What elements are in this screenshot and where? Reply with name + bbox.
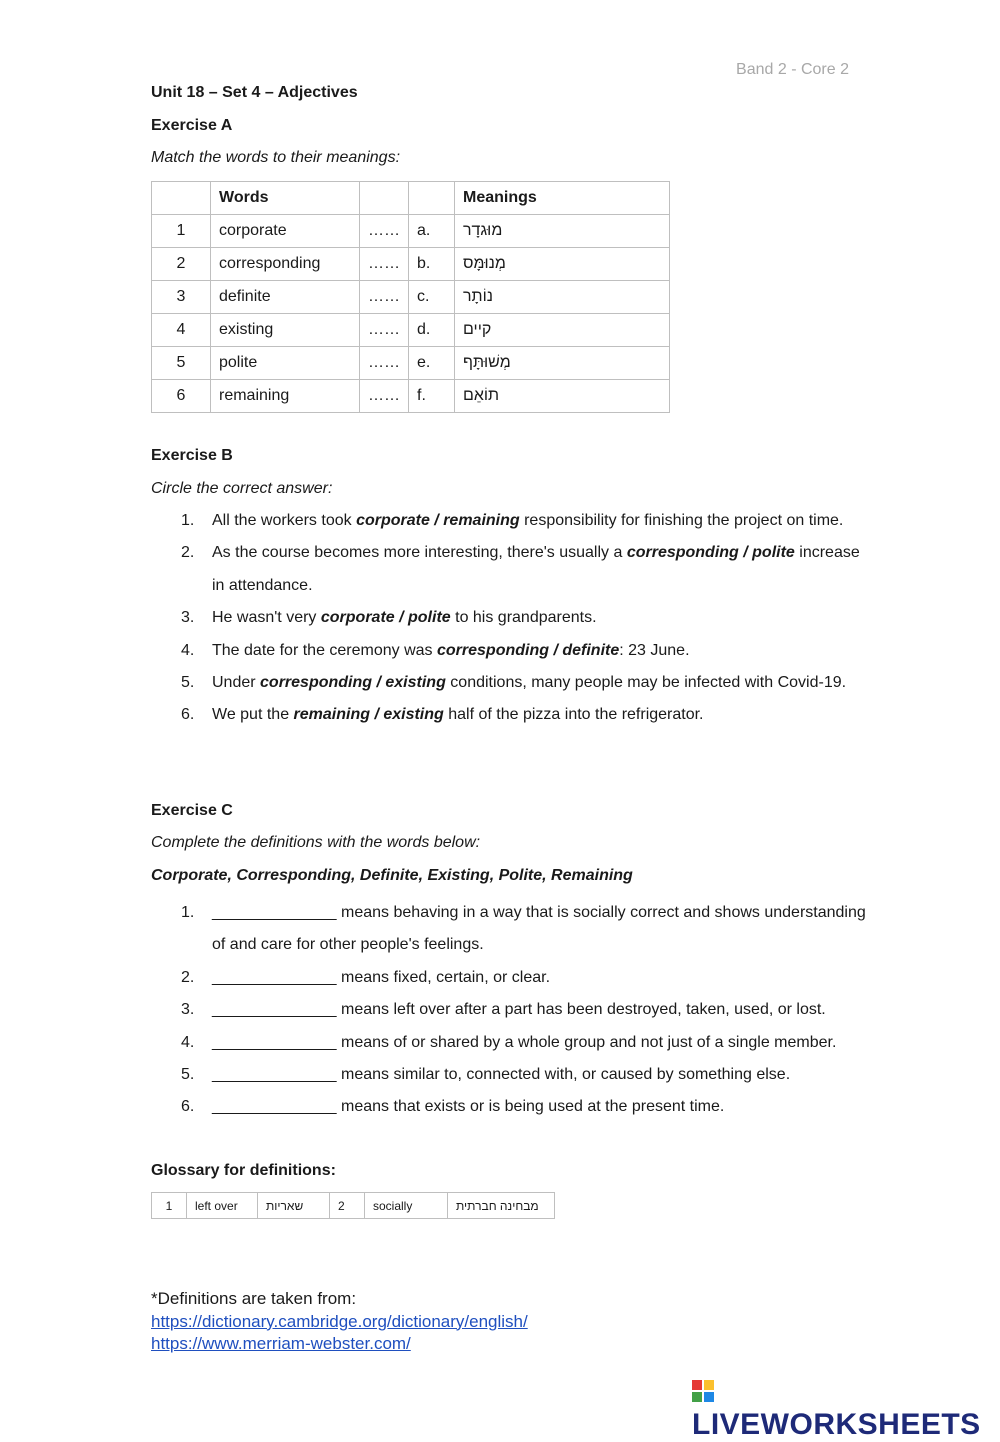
word-cell: definite <box>211 281 360 314</box>
answer-blank[interactable]: ______________ <box>212 968 337 986</box>
glossary-number: 1 <box>152 1193 187 1219</box>
list-item: 3. ______________ means left over after a part has been destroyed, taken, used, or lost. <box>181 1001 826 1019</box>
meaning-letter: a. <box>409 215 455 248</box>
table-row <box>152 347 670 380</box>
glossary-term: left over <box>187 1193 258 1219</box>
meaning-letter: b. <box>409 248 455 281</box>
word-cell: corporate <box>211 215 360 248</box>
answer-choice[interactable]: corporate / polite <box>320 609 451 627</box>
glossary-heading: Glossary for definitions: <box>151 1162 336 1179</box>
matching-table <box>151 181 670 413</box>
liveworksheets-logo <box>692 1374 1000 1442</box>
word-cell: existing <box>211 314 360 347</box>
answer-choice[interactable]: corresponding / definite <box>437 641 620 659</box>
answer-blank[interactable]: ______________ <box>212 1001 337 1019</box>
answer-slot[interactable]: …… <box>360 281 409 314</box>
list-item: 5. ______________ means similar to, connected with, or caused by something else. <box>181 1066 791 1084</box>
glossary-term: socially <box>365 1193 448 1219</box>
meaning-letter: d. <box>409 314 455 347</box>
answer-blank[interactable]: ______________ <box>212 1098 337 1116</box>
word-cell: polite <box>211 347 360 380</box>
page-header: Band 2 - Core 2 <box>736 61 849 78</box>
meanings-column-header: Meanings <box>455 182 670 215</box>
answer-choice[interactable]: corresponding / existing <box>260 674 446 692</box>
answer-slot[interactable]: …… <box>360 314 409 347</box>
exercise-a-instruction: Match the words to their meanings: <box>151 149 401 166</box>
exercise-c-instruction: Complete the definitions with the words below: <box>151 834 481 851</box>
list-item: 4. The date for the ceremony was corresponding / definite: 23 June. <box>181 641 690 659</box>
exercise-b-list <box>151 505 871 732</box>
page-title: Unit 18 – Set 4 – Adjectives <box>151 84 358 101</box>
meaning-cell: תוֹאֵם <box>463 387 500 404</box>
list-item: 1. All the workers took corporate / remaining responsibility for finishing the project on time. <box>181 512 844 529</box>
answer-blank[interactable]: ______________ <box>212 1033 337 1051</box>
list-item: 2. ______________ means fixed, certain, or clear. <box>181 968 551 986</box>
glossary-translation: מבחינה חברתית <box>456 1198 539 1213</box>
table-header-row <box>152 182 670 215</box>
references-intro: *Definitions are taken from: <box>151 1289 357 1308</box>
merriam-webster-link[interactable]: https://www.merriam-webster.com/ <box>151 1334 411 1353</box>
liveworksheets-logo-icon <box>692 1380 714 1402</box>
meaning-letter: f. <box>409 380 455 413</box>
list-item: 5. Under corresponding / existing conditions, many people may be infected with Covid-19. <box>181 674 847 692</box>
exercise-c-list <box>151 897 871 1124</box>
meaning-cell: מְנוּמָּס <box>463 255 506 272</box>
answer-choice[interactable]: corporate / remaining <box>356 512 520 529</box>
table-row <box>152 215 670 248</box>
list-item: 3. He wasn't very corporate / polite to his grandparents. <box>181 609 597 627</box>
table-row <box>152 1193 555 1219</box>
table-row <box>152 248 670 281</box>
row-number: 2 <box>152 248 211 281</box>
row-number: 1 <box>152 215 211 248</box>
list-item: 6. ______________ means that exists or is being used at the present time. <box>181 1098 725 1116</box>
row-number: 6 <box>152 380 211 413</box>
word-cell: corresponding <box>211 248 360 281</box>
list-item: 2. As the course becomes more interesting, there's usually a corresponding / polite increase in attendance. <box>181 544 860 594</box>
meaning-cell: מוּגדָר <box>463 222 503 239</box>
exercise-b-heading: Exercise B <box>151 447 233 464</box>
exercise-b-instruction: Circle the correct answer: <box>151 480 333 497</box>
answer-blank[interactable]: ______________ <box>212 904 337 921</box>
exercise-a-heading: Exercise A <box>151 117 233 134</box>
row-number: 5 <box>152 347 211 380</box>
answer-slot[interactable]: …… <box>360 248 409 281</box>
meaning-cell: נוֹתָר <box>463 288 493 305</box>
brand-name: LIVEWORKSHEETS <box>692 1408 981 1441</box>
list-item: 6. We put the remaining / existing half of the pizza into the refrigerator. <box>181 706 704 724</box>
table-row <box>152 281 670 314</box>
words-column-header: Words <box>211 182 360 215</box>
meaning-letter: e. <box>409 347 455 380</box>
row-number: 3 <box>152 281 211 314</box>
answer-choice[interactable]: corresponding / polite <box>626 544 795 562</box>
glossary-number: 2 <box>330 1193 365 1219</box>
list-item: 4. ______________ means of or shared by a whole group and not just of a single member. <box>181 1033 837 1051</box>
references <box>151 1288 528 1356</box>
answer-choice[interactable]: remaining / existing <box>293 706 444 724</box>
answer-slot[interactable]: …… <box>360 380 409 413</box>
answer-slot[interactable]: …… <box>360 215 409 248</box>
word-cell: remaining <box>211 380 360 413</box>
answer-blank[interactable]: ______________ <box>212 1066 337 1084</box>
table-row <box>152 314 670 347</box>
glossary-translation: שאריות <box>266 1198 304 1213</box>
table-row <box>152 380 670 413</box>
word-bank: Corporate, Corresponding, Definite, Existing, Polite, Remaining <box>151 867 633 884</box>
cambridge-link[interactable]: https://dictionary.cambridge.org/dictionary/english/ <box>151 1311 528 1331</box>
meaning-letter: c. <box>409 281 455 314</box>
glossary-table <box>151 1192 555 1219</box>
meaning-cell: קיים <box>463 321 492 338</box>
meaning-cell: מְשׁוּתָּף <box>463 354 511 371</box>
row-number: 4 <box>152 314 211 347</box>
exercise-c-heading: Exercise C <box>151 802 233 819</box>
answer-slot[interactable]: …… <box>360 347 409 380</box>
list-item: 1. ______________ means behaving in a way that is socially correct and shows understanding of and care for other people's feelings. <box>181 904 866 954</box>
